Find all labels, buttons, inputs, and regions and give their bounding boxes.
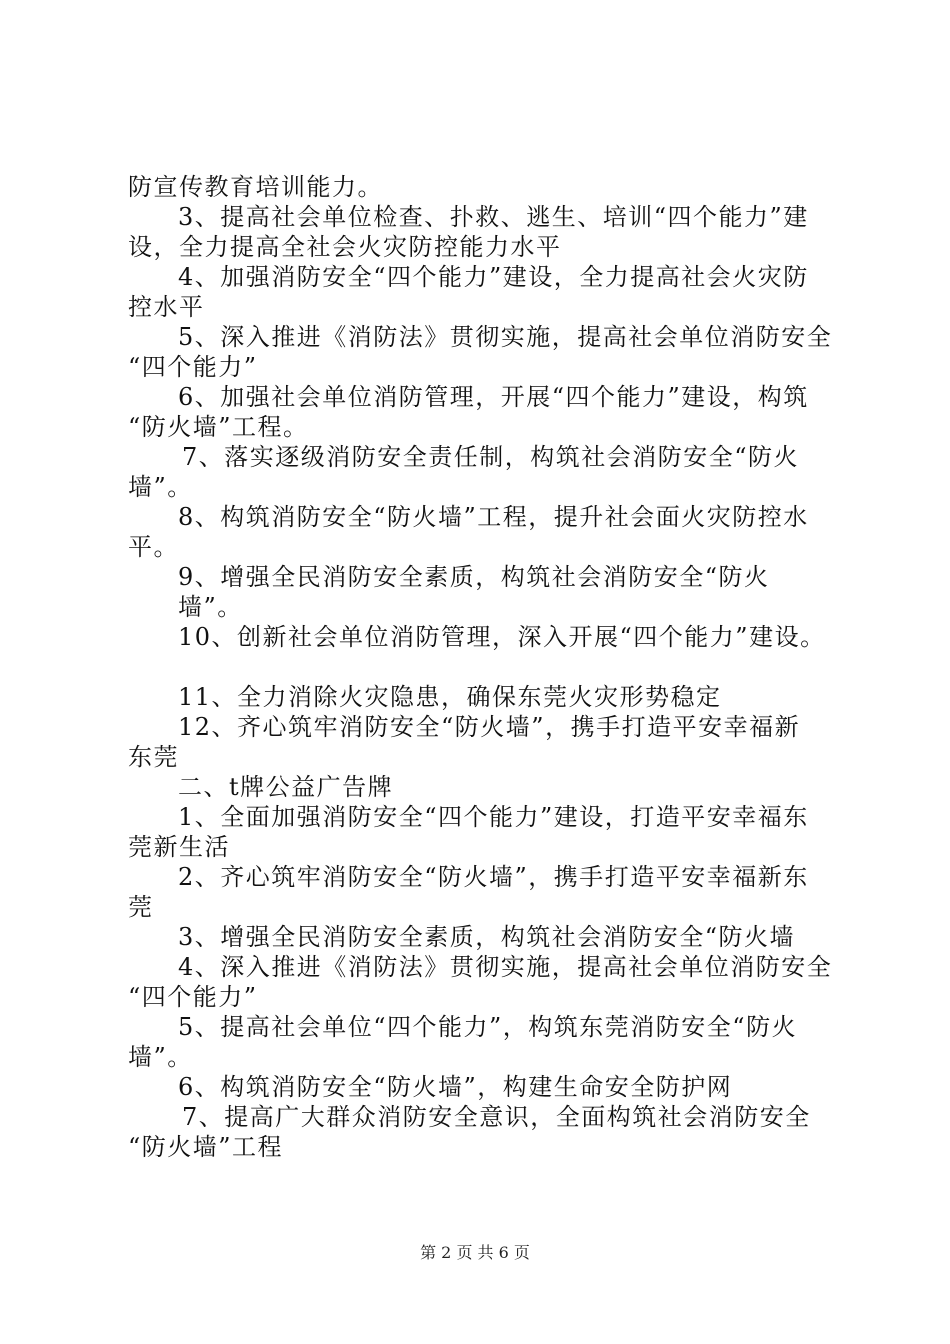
text-line: 东莞 [128, 743, 179, 771]
text-line: 平。 [128, 533, 179, 561]
text-line: 二、t牌公益广告牌 [178, 773, 394, 801]
text-line: 墙”。 [178, 593, 243, 621]
text-line: 5、深入推进《消防法》贯彻实施，提高社会单位消防安全 [178, 323, 833, 351]
text-line: “四个能力” [128, 983, 258, 1011]
text-line: 6、加强社会单位消防管理，开展“四个能力”建设，构筑 [178, 383, 809, 411]
text-line: 2、齐心筑牢消防安全“防火墙”，携手打造平安幸福新东 [178, 863, 809, 891]
text-line: “防火墙”工程 [128, 1133, 284, 1161]
text-line: 11、全力消除火灾隐患，确保东莞火灾形势稳定 [178, 683, 722, 711]
text-line: 10、创新社会单位消防管理，深入开展“四个能力”建设。 [178, 623, 826, 651]
text-line: 1、全面加强消防安全“四个能力”建设，打造平安幸福东 [178, 803, 809, 831]
text-line: 9、增强全民消防安全素质，构筑社会消防安全“防火 [178, 563, 770, 591]
text-line: 防宣传教育培训能力。 [128, 173, 383, 201]
text-line: 莞 [128, 893, 154, 921]
text-line: 3、增强全民消防安全素质，构筑社会消防安全“防火墙 [178, 923, 796, 951]
document-body [128, 172, 836, 1162]
text-line: 墙”。 [128, 1043, 193, 1071]
text-line: 4、加强消防安全“四个能力”建设，全力提高社会火灾防 [178, 263, 809, 291]
text-line: “防火墙”工程。 [128, 413, 309, 441]
page-footer: 第 2 页 共 6 页 [420, 1243, 530, 1262]
text-line: 7、提高广大群众消防安全意识，全面构筑社会消防安全 [182, 1103, 811, 1131]
text-line: 墙”。 [128, 473, 193, 501]
text-line: 设，全力提高全社会火灾防控能力水平 [128, 233, 562, 261]
blank-line [128, 652, 836, 682]
text-line: 控水平 [128, 293, 205, 321]
text-line: “四个能力” [128, 353, 258, 381]
text-line: 8、构筑消防安全“防火墙”工程，提升社会面火灾防控水 [178, 503, 809, 531]
text-line: 3、提高社会单位检查、扑救、逃生、培训“四个能力”建 [178, 203, 809, 231]
text-line: 莞新生活 [128, 833, 230, 861]
text-line: 4、深入推进《消防法》贯彻实施，提高社会单位消防安全 [178, 953, 833, 981]
text-line: 7、落实逐级消防安全责任制，构筑社会消防安全“防火 [182, 443, 800, 471]
text-line: 6、构筑消防安全“防火墙”，构建生命安全防护网 [178, 1073, 733, 1101]
text-line: 12、齐心筑牢消防安全“防火墙”，携手打造平安幸福新 [178, 713, 801, 741]
text-line: 5、提高社会单位“四个能力”，构筑东莞消防安全“防火 [178, 1013, 798, 1041]
